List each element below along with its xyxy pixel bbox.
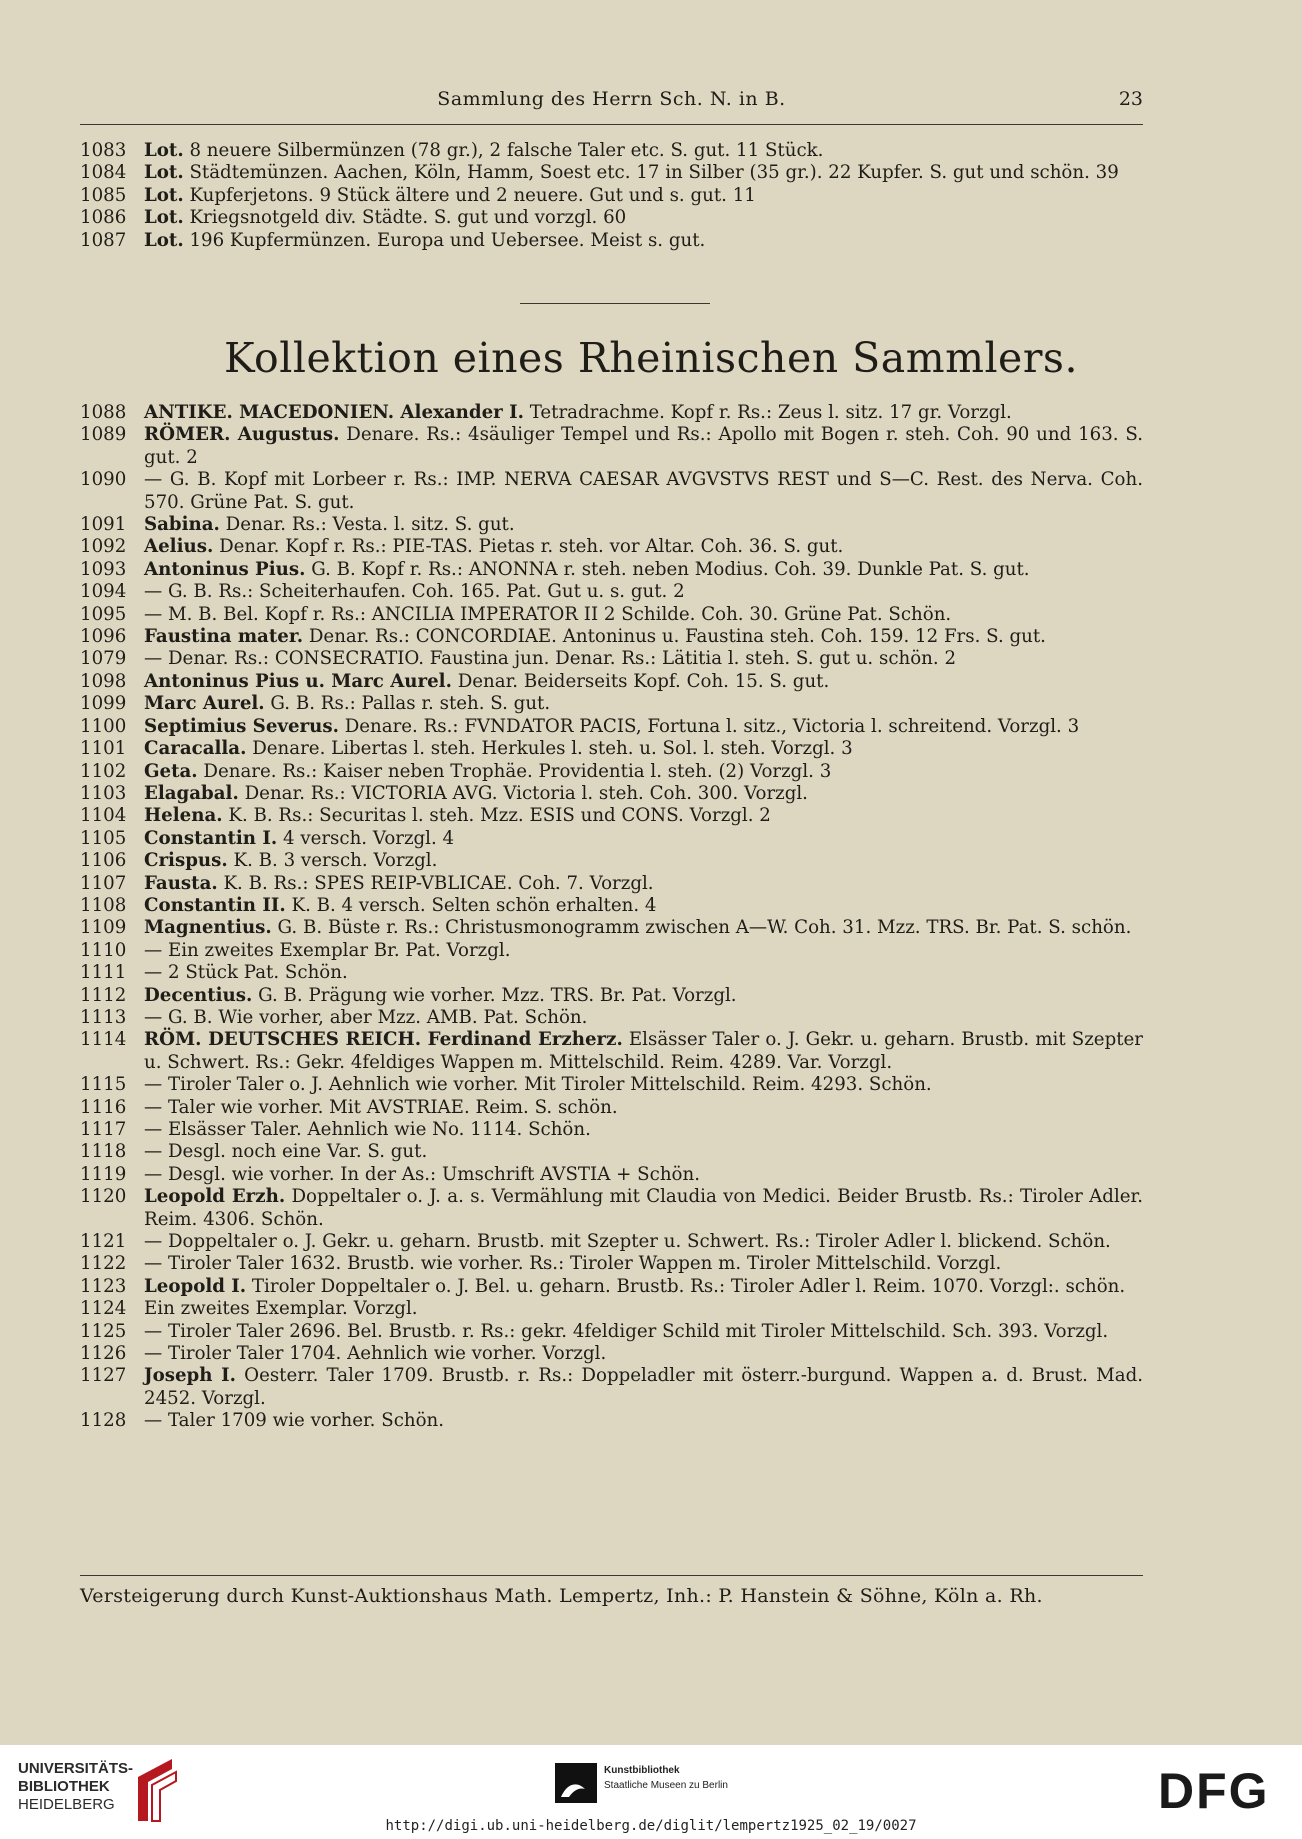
lot-number: 1121 [80, 1231, 127, 1253]
lot-description [144, 559, 1143, 581]
lot-description [144, 1119, 1143, 1141]
lot-text: — 2 Stück Pat. Schön. [144, 962, 348, 984]
lot-text: Oesterr. Taler 1709. Brustb. r. Rs.: Doppeladler mit österr.-burgund. Wappen a. d. Brust. Mad. 2452. Vorzgl. [144, 1365, 1143, 1409]
lot-description [144, 1141, 1143, 1163]
lot-description [144, 536, 1143, 558]
lot-entry [80, 514, 1143, 536]
lot-number: 1085 [80, 184, 127, 206]
lot-entry [80, 1007, 1143, 1029]
lot-description [144, 514, 1143, 536]
lot-description [144, 1410, 1143, 1432]
lot-name: Decentius. [144, 984, 253, 1006]
lot-name: Constantin I. [144, 827, 278, 849]
running-title: Sammlung des Herrn Sch. N. in B. [437, 88, 786, 110]
lot-description [144, 185, 1143, 207]
lot-number: 1109 [80, 917, 127, 939]
lot-name: Constantin II. [144, 894, 286, 916]
lot-description [144, 962, 1143, 984]
lot-description [144, 1365, 1143, 1410]
lot-name: Elagabal. [144, 782, 239, 804]
lot-description [144, 1343, 1143, 1365]
lot-entry [80, 738, 1143, 760]
lot-entry [80, 1321, 1143, 1343]
lot-description [144, 1321, 1143, 1343]
section-title: Kollektion eines Rheinischen Sammlers. [224, 334, 1078, 382]
lot-number: 1096 [80, 626, 127, 648]
lot-name: Lot. [144, 140, 184, 161]
lot-entry [80, 1298, 1143, 1320]
lot-entry [80, 185, 1143, 207]
lot-list-top [80, 140, 1143, 252]
lot-number: 1104 [80, 805, 127, 827]
lot-name: Joseph I. [144, 1365, 237, 1387]
uni-logo-line2: BIBLIOTHEK [18, 1778, 110, 1795]
lot-text: — G. B. Wie vorher, aber Mzz. AMB. Pat. Schön. [144, 1006, 588, 1028]
lot-number: 1120 [80, 1186, 127, 1208]
lot-entry [80, 850, 1143, 872]
lot-entry [80, 1365, 1143, 1410]
lot-text: 4 versch. Vorzgl. 4 [277, 827, 455, 849]
lot-text: — Desgl. noch eine Var. S. gut. [144, 1141, 428, 1163]
lot-number: 1094 [80, 581, 127, 603]
lot-entry [80, 895, 1143, 917]
lot-description [144, 581, 1143, 603]
auction-house-line: Versteigerung durch Kunst-Auktionshaus Math. Lempertz, Inh.: P. Hanstein & Söhne, Köln a. Rh. [80, 1585, 1043, 1607]
lot-entry [80, 162, 1143, 184]
lot-description [144, 1029, 1143, 1074]
lot-description [144, 626, 1143, 648]
short-divider [520, 303, 710, 304]
lot-number: 1091 [80, 514, 127, 536]
lot-entry [80, 230, 1143, 252]
lot-entry [80, 716, 1143, 738]
lot-text: G. B. Prägung wie vorher. Mzz. TRS. Br. Pat. Vorzgl. [252, 984, 737, 1006]
lot-entry [80, 671, 1143, 693]
lot-description [144, 985, 1143, 1007]
lot-name: Caracalla. [144, 738, 247, 760]
lot-number: 1087 [80, 229, 127, 251]
lot-text: — Tiroler Taler o. J. Aehnlich wie vorher. Mit Tiroler Mittelschild. Reim. 4293. Schön. [144, 1074, 932, 1096]
lot-entry [80, 940, 1143, 962]
lot-entry [80, 402, 1143, 424]
lot-name: Geta. [144, 760, 198, 782]
lot-number: 1118 [80, 1141, 127, 1163]
lot-number: 1115 [80, 1074, 127, 1096]
lot-name: Faustina mater. [144, 626, 304, 648]
lot-description [144, 716, 1143, 738]
lot-text: Denar. Rs.: CONCORDIAE. Antoninus u. Faustina steh. Coh. 159. 12 Frs. S. gut. [303, 626, 1046, 648]
lot-text: K. B. Rs.: Securitas l. steh. Mzz. ESIS und CONS. Vorzgl. 2 [222, 805, 771, 827]
lot-text: Denare. Libertas l. steh. Herkules l. steh. u. Sol. l. steh. Vorzgl. 3 [246, 738, 853, 760]
lot-number: 1105 [80, 827, 127, 849]
lot-entry [80, 1186, 1143, 1231]
lot-text: Denare. Rs.: Kaiser neben Trophäe. Providentia l. steh. (2) Vorzgl. 3 [197, 760, 832, 782]
lot-number: 1117 [80, 1119, 127, 1140]
lot-number: 1116 [80, 1096, 127, 1118]
lot-entry [80, 536, 1143, 558]
lot-number: 1119 [80, 1163, 127, 1185]
lot-name: ANTIKE. MACEDONIEN. Alexander I. [144, 402, 524, 423]
lot-description [144, 828, 1143, 850]
lot-number: 1107 [80, 872, 127, 894]
lot-description [144, 761, 1143, 783]
lot-description [144, 1253, 1143, 1275]
lot-name: Fausta. [144, 872, 218, 894]
lot-description [144, 140, 1143, 162]
lot-number: 1102 [80, 760, 127, 782]
lot-number: 1123 [80, 1275, 127, 1297]
university-library-logo[interactable] [18, 1760, 133, 1814]
lot-entry [80, 469, 1143, 514]
lot-text: — Tiroler Taler 1704. Aehnlich wie vorher. Vorzgl. [144, 1343, 607, 1365]
lot-name: Aelius. [144, 536, 214, 558]
lot-description [144, 1097, 1143, 1119]
lot-text: — Taler 1709 wie vorher. Schön. [144, 1410, 445, 1432]
lot-number: 1101 [80, 738, 127, 760]
lot-text: — G. B. Kopf mit Lorbeer r. Rs.: IMP. NERVA CAESAR AVGVSTVS REST und S—C. Rest. des Nerva. Coh. 570. Grüne Pat. S. gut. [144, 469, 1143, 513]
lot-description [144, 1298, 1143, 1320]
lot-name: Magnentius. [144, 917, 272, 939]
lot-entry [80, 985, 1143, 1007]
lot-name: Lot. [144, 207, 184, 229]
lot-description [144, 850, 1143, 872]
lot-number: 1090 [80, 469, 127, 491]
lot-number: 1128 [80, 1410, 127, 1432]
lot-description [144, 424, 1143, 469]
lot-text: Denar. Rs.: VICTORIA AVG. Victoria l. steh. Coh. 300. Vorzgl. [238, 782, 808, 804]
lot-number: 1088 [80, 402, 127, 423]
lot-text: — M. B. Bel. Kopf r. Rs.: ANCILIA IMPERATOR II 2 Schilde. Coh. 30. Grüne Pat. Schön. [144, 603, 952, 625]
lot-entry [80, 1276, 1143, 1298]
lot-number: 1112 [80, 984, 127, 1006]
lot-text: K. B. 3 versch. Vorzgl. [227, 850, 438, 872]
kunstbibliothek-text [604, 1763, 728, 1793]
lot-text: K. B. 4 versch. Selten schön erhalten. 4 [285, 894, 657, 916]
lot-name: Antoninus Pius. [144, 558, 306, 580]
lot-text: — Doppeltaler o. J. Gekr. u. geharn. Brustb. mit Szepter u. Schwert. Rs.: Tiroler Adler l. blickend. Schön. [144, 1231, 1111, 1253]
lot-number: 1092 [80, 536, 127, 558]
lot-entry [80, 693, 1143, 715]
lot-text: Denar. Beiderseits Kopf. Coh. 15. S. gut. [451, 670, 830, 692]
lot-entry [80, 1097, 1143, 1119]
lot-number: 1095 [80, 603, 127, 625]
uni-logo-line3: HEIDELBERG [18, 1796, 115, 1813]
lot-name: Marc Aurel. [144, 693, 265, 715]
lot-text: — Taler wie vorher. Mit AVSTRIAE. Reim. S. schön. [144, 1096, 618, 1118]
lot-text: Kriegsnotgeld div. Städte. S. gut und vorzgl. 60 [183, 207, 627, 229]
lot-description [144, 917, 1143, 939]
lot-text: Ein zweites Exemplar. Vorzgl. [144, 1298, 418, 1320]
lot-description [144, 1164, 1143, 1186]
lot-name: RÖM. DEUTSCHES REICH. Ferdinand Erzherz. [144, 1029, 623, 1051]
lot-text: G. B. Büste r. Rs.: Christusmonogramm zwischen A—W. Coh. 31. Mzz. TRS. Br. Pat. S. schön. [271, 917, 1132, 939]
lot-text: — Ein zweites Exemplar Br. Pat. Vorzgl. [144, 939, 511, 961]
lot-description [144, 940, 1143, 962]
footer-rule [80, 1575, 1143, 1576]
lot-name: Helena. [144, 805, 223, 827]
lot-number: 1079 [80, 648, 127, 670]
lot-name: Sabina. [144, 514, 220, 536]
running-head [80, 88, 1143, 114]
lot-entry [80, 1164, 1143, 1186]
lot-text: — Desgl. wie vorher. In der As.: Umschrift AVSTIA + Schön. [144, 1163, 700, 1185]
lot-text: Denar. Kopf r. Rs.: PIE-TAS. Pietas r. steh. vor Altar. Coh. 36. S. gut. [213, 536, 844, 558]
lot-description [144, 783, 1143, 805]
lot-entry [80, 626, 1143, 648]
lot-number: 1089 [80, 424, 127, 446]
lot-number: 1124 [80, 1298, 127, 1320]
lot-number: 1110 [80, 939, 127, 961]
lot-number: 1125 [80, 1320, 127, 1342]
lot-description [144, 1231, 1143, 1253]
lot-description [144, 469, 1143, 514]
lot-entry [80, 761, 1143, 783]
lot-entry [80, 140, 1143, 162]
lot-entry [80, 805, 1143, 827]
lot-text: — Elsässer Taler. Aehnlich wie No. 1114. Schön. [144, 1119, 591, 1140]
lot-description [144, 207, 1143, 229]
lot-text: 8 neuere Silbermünzen (78 gr.), 2 falsche Taler etc. S. gut. 11 Stück. [183, 140, 824, 161]
lot-description [144, 895, 1143, 917]
lot-number: 1113 [80, 1006, 127, 1028]
lot-entry [80, 1231, 1143, 1253]
university-seal-icon [132, 1755, 180, 1825]
page-number: 23 [1118, 88, 1143, 110]
lot-text: Kupferjetons. 9 Stück ältere und 2 neuere. Gut und s. gut. 11 [183, 184, 756, 206]
lot-text: Elsässer Taler o. J. Gekr. u. geharn. Brustb. mit Szepter u. Schwert. Rs.: Gekr. 4feldiges Wappen m. Mittelschild. Reim. 4289. Var. Vorzgl. [144, 1029, 1143, 1073]
lot-entry [80, 783, 1143, 805]
lot-description [144, 693, 1143, 715]
lot-entry [80, 1119, 1143, 1141]
lot-number: 1086 [80, 207, 127, 229]
lot-number: 1127 [80, 1365, 127, 1387]
lot-number: 1122 [80, 1253, 127, 1275]
lot-entry [80, 962, 1143, 984]
lot-name: Lot. [144, 162, 184, 184]
kb-line2: Staatliche Museen zu Berlin [604, 1780, 728, 1791]
header-rule [80, 124, 1143, 125]
lot-list-main [80, 402, 1143, 1433]
lot-description [144, 162, 1143, 184]
lot-entry [80, 1253, 1143, 1275]
lot-description [144, 230, 1143, 252]
uni-logo-line1: UNIVERSITÄTS- [18, 1760, 134, 1777]
lot-description [144, 1007, 1143, 1029]
kb-line1: Kunstbibliothek [604, 1765, 680, 1776]
lot-description [144, 402, 1143, 424]
lot-name: RÖMER. Augustus. [144, 424, 340, 446]
lot-name: Leopold Erzh. [144, 1186, 286, 1208]
permalink-url[interactable]: http://digi.ub.uni-heidelberg.de/diglit/lempertz1925_02_19/0027 [385, 1818, 917, 1834]
lot-number: 1103 [80, 782, 127, 804]
lot-description [144, 805, 1143, 827]
lot-name: Lot. [144, 184, 184, 206]
lot-text: K. B. Rs.: SPES REIP-VBLICAE. Coh. 7. Vorzgl. [217, 872, 654, 894]
lot-number: 1106 [80, 850, 127, 872]
lot-text: Denare. Rs.: 4säuliger Tempel und Rs.: Apollo mit Bogen r. steh. Coh. 90 und 163. S. gut. 2 [144, 424, 1143, 468]
lot-number: 1111 [80, 962, 127, 984]
lot-text: Doppeltaler o. J. a. s. Vermählung mit Claudia von Medici. Beider Brustb. Rs.: Tiroler Adler. Reim. 4306. Schön. [144, 1186, 1144, 1230]
lot-number: 1108 [80, 894, 127, 916]
lot-number: 1099 [80, 693, 127, 715]
lot-description [144, 1276, 1143, 1298]
lot-description [144, 604, 1143, 626]
lot-text: — Tiroler Taler 2696. Bel. Brustb. r. Rs.: gekr. 4feldiger Schild mit Tiroler Mittelschild. Sch. 393. Vorzgl. [144, 1320, 1109, 1342]
lot-entry [80, 1074, 1143, 1096]
lot-text: G. B. Rs.: Pallas r. steh. S. gut. [264, 693, 551, 715]
lot-entry [80, 581, 1143, 603]
lot-entry [80, 1343, 1143, 1365]
lot-text: 196 Kupfermünzen. Europa und Uebersee. Meist s. gut. [183, 229, 706, 251]
lot-entry [80, 917, 1143, 939]
lot-name: Lot. [144, 229, 184, 251]
lot-name: Crispus. [144, 850, 228, 872]
lot-entry [80, 648, 1143, 670]
lot-description [144, 1074, 1143, 1096]
lot-description [144, 671, 1143, 693]
lot-description [144, 873, 1143, 895]
lot-name: Antoninus Pius u. Marc Aurel. [144, 670, 452, 692]
lot-number: 1098 [80, 670, 127, 692]
lot-number: 1093 [80, 558, 127, 580]
lot-description [144, 648, 1143, 670]
lot-entry [80, 604, 1143, 626]
lot-number: 1114 [80, 1029, 127, 1051]
lot-entry [80, 828, 1143, 850]
lot-number: 1100 [80, 715, 127, 737]
lot-text: Tiroler Doppeltaler o. J. Bel. u. geharn. Brustb. Rs.: Tiroler Adler l. Reim. 1070. Vorzgl:. schön. [246, 1275, 1126, 1297]
dfg-logo[interactable]: DFG [1158, 1763, 1270, 1819]
lot-entry [80, 207, 1143, 229]
lot-text: — Denar. Rs.: CONSECRATIO. Faustina jun. Denar. Rs.: Lätitia l. steh. S. gut u. schön. 2 [144, 648, 957, 670]
lot-number: 1126 [80, 1343, 127, 1365]
lot-entry [80, 1029, 1143, 1074]
lot-description [144, 1186, 1143, 1231]
lot-text: G. B. Kopf r. Rs.: ANONNA r. steh. neben Modius. Coh. 39. Dunkle Pat. S. gut. [305, 558, 1030, 580]
lot-description [144, 738, 1143, 760]
lot-text: Denare. Rs.: FVNDATOR PACIS, Fortuna l. sitz., Victoria l. schreitend. Vorzgl. 3 [338, 715, 1080, 737]
lot-entry [80, 873, 1143, 895]
lot-number: 1083 [80, 140, 127, 161]
lot-entry [80, 1410, 1143, 1432]
lot-name: Leopold I. [144, 1275, 247, 1297]
lot-entry [80, 1141, 1143, 1163]
lot-entry [80, 559, 1143, 581]
kunstbibliothek-logo-icon [555, 1763, 597, 1803]
lot-number: 1084 [80, 162, 127, 184]
lot-text: — G. B. Rs.: Scheiterhaufen. Coh. 165. Pat. Gut u. s. gut. 2 [144, 581, 685, 603]
lot-text: — Tiroler Taler 1632. Brustb. wie vorher. Rs.: Tiroler Wappen m. Tiroler Mittelschild. Vorzgl. [144, 1253, 1002, 1275]
lot-name: Septimius Severus. [144, 715, 339, 737]
lot-text: Städtemünzen. Aachen, Köln, Hamm, Soest etc. 17 in Silber (35 gr.). 22 Kupfer. S. gut und schön. 39 [183, 162, 1119, 184]
lot-text: Denar. Rs.: Vesta. l. sitz. S. gut. [219, 514, 515, 536]
lot-entry [80, 424, 1143, 469]
lot-text: Tetradrachme. Kopf r. Rs.: Zeus l. sitz. 17 gr. Vorzgl. [523, 402, 1012, 423]
